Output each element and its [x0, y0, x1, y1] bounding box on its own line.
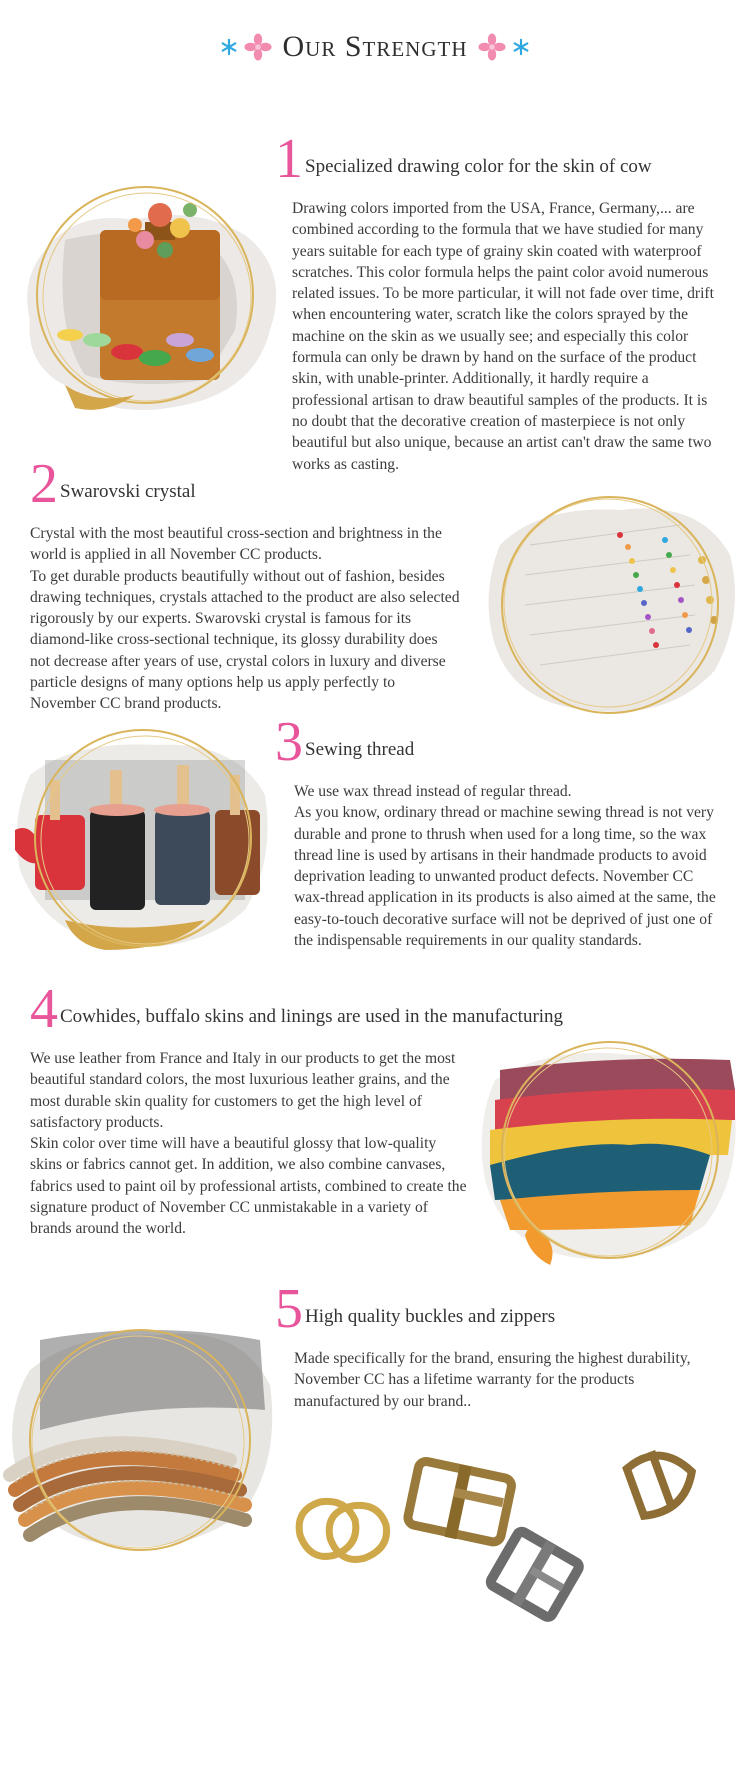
page-header — [0, 30, 750, 80]
section-header — [275, 711, 725, 773]
section-header — [30, 453, 460, 515]
section-heading: Swarovski crystal — [60, 481, 196, 502]
section-body — [275, 1348, 695, 1412]
section-number: 2 — [30, 453, 58, 515]
section-1 — [275, 130, 715, 475]
crystal-chart-image — [470, 485, 745, 725]
header-deco-right — [478, 33, 530, 61]
paragraph: As you know, ordinary thread or machine sewing thread is not very durable and prone to thrush when used for a long time, so the wax thread line is used by artisans in their handmade products to avoid deprivation leading to unwanted product defects. November CC wax-thread application in its products is also aimed at the same, the easy-to-touch decorative surface will not be deprived of just one of the indispensable requirements in our quality standards. — [294, 804, 716, 950]
snowflake-icon — [512, 38, 530, 56]
zippers-image — [0, 1300, 280, 1560]
paint-bag-image — [5, 180, 285, 420]
buckles-image — [290, 1440, 710, 1640]
section-heading: Specialized drawing color for the skin of cow — [305, 156, 652, 177]
section-3 — [275, 713, 725, 951]
section-heading: High quality buckles and zippers — [305, 1306, 556, 1327]
section-header — [275, 128, 715, 190]
d-buckle-icon — [624, 1441, 702, 1520]
paragraph: Crystal with the most beautiful cross-section and brightness in the world is applied in all November CC products. — [30, 525, 442, 564]
page-title: Our Strength — [282, 30, 468, 63]
section-body — [275, 781, 725, 951]
paragraph: Made specifically for the brand, ensuring the highest durability, November CC has a lifetime warranty for the products manufactured by our brand.. — [294, 1350, 691, 1410]
paragraph: We use leather from France and Italy in our products to get the most beautiful standard colors, the most luxurious leather grains, and the most durable skin quality for customers to get the high level of satisfactory products. — [30, 1050, 456, 1131]
paragraph: Skin color over time will have a beautiful glossy that low-quality skins or fabrics cannot get. In addition, we also combine canvases, fabrics used to paint oil by professional artists, combined to create the signature product of November CC unmistakable in a variety of brands around the world. — [30, 1135, 467, 1238]
thread-spools-image — [5, 720, 280, 960]
section-5 — [275, 1280, 725, 1412]
snowflake-icon — [220, 38, 238, 56]
section-header — [275, 1278, 725, 1340]
section-2 — [30, 455, 460, 715]
paragraph: To get durable products beautifully without out of fashion, besides drawing techniques, crystals attached to the product are also selected rigorously by our experts. Swarovski crystal is famous for its diamond-like cross-sectional technique, its glossy durability does not decrease after years of use, crystal colors in luxury and diverse particle designs of many options help us apply perfectly to November CC brand products. — [30, 567, 460, 713]
section-heading: Sewing thread — [305, 739, 415, 760]
flower-icon — [244, 33, 272, 61]
paragraph: Drawing colors imported from the USA, France, Germany,... are combined according to the formula that we have studied for many years suitable for each type of grainy skin coated with waterproof scratches. This color formula helps the paint color avoid numerous related issues. To be more particular, it will not fade over time, drift when encountering water, scratch like the colors sprayed by the machine on the skin as we usually see; and especially this color formula can only be drawn by hand on the surface of the product skin, with unable-printer. Additionally, it hardly require a professional artisan to draw beautiful samples of the products. It is no doubt that the decorative creation of masterpiece is not only beautiful but also unique, because an artist can't draw the same two works as casting. — [292, 200, 714, 473]
section-number: 5 — [275, 1278, 303, 1340]
section-number: 1 — [275, 128, 303, 190]
paragraph: We use wax thread instead of regular thread. — [294, 783, 572, 800]
section-header — [30, 978, 730, 1040]
header-deco-left — [220, 33, 272, 61]
flower-icon — [478, 33, 506, 61]
d-ring-icon — [299, 1501, 386, 1559]
section-heading: Cowhides, buffalo skins and linings are used in the manufacturing — [60, 1006, 564, 1027]
section-body — [30, 523, 460, 715]
leather-skins-image — [470, 1030, 745, 1270]
section-number: 4 — [30, 978, 58, 1040]
section-body — [30, 1048, 470, 1240]
section-body — [275, 198, 715, 475]
buckle-icon — [405, 1456, 513, 1548]
section-number: 3 — [275, 711, 303, 773]
